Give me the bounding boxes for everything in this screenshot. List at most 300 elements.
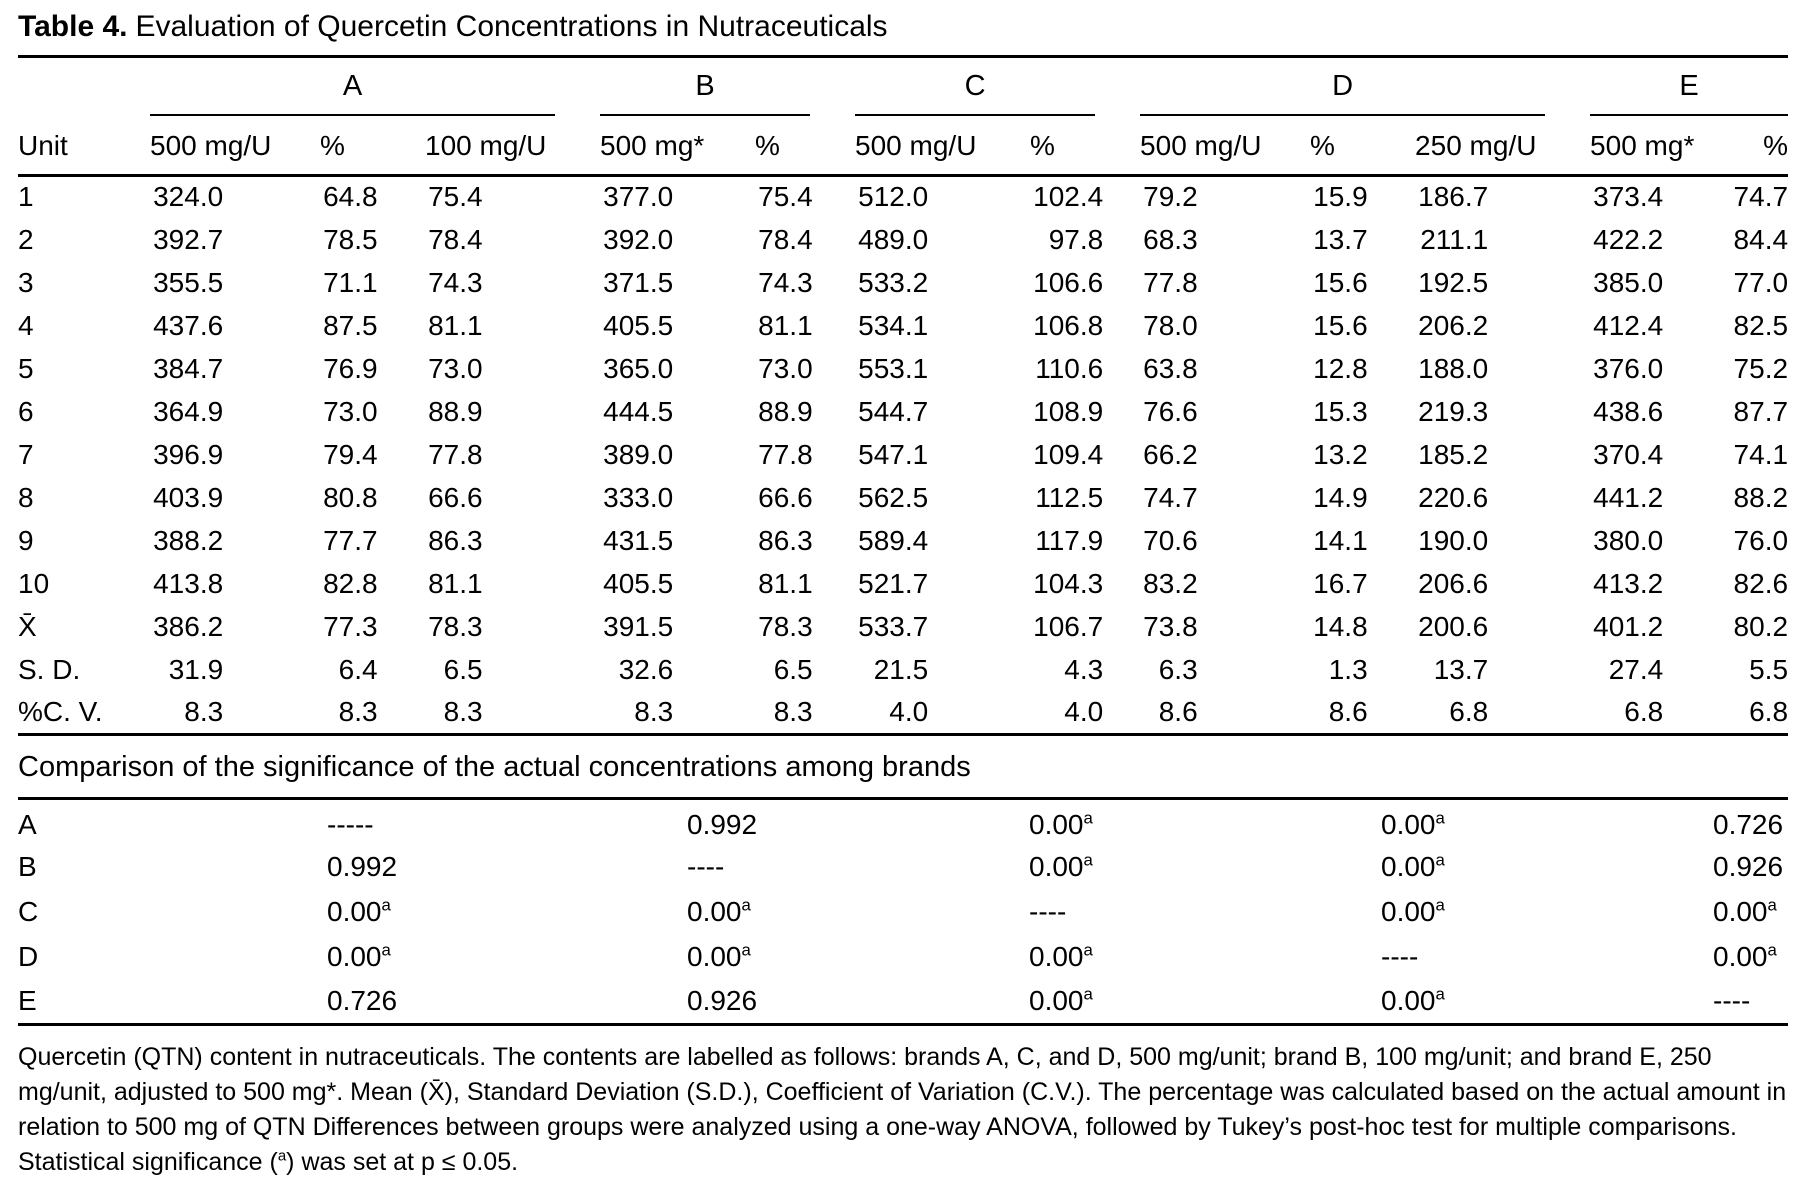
data-value: 75.2 <box>1733 352 1789 384</box>
data-cell <box>150 347 320 390</box>
data-cell <box>600 390 755 433</box>
data-value: 79.2 <box>1143 181 1198 213</box>
data-cell <box>1590 261 1713 304</box>
data-cell <box>1140 261 1310 304</box>
table-row <box>18 218 1788 261</box>
data-value: 66.2 <box>1143 438 1198 470</box>
row-label: 10 <box>18 567 50 599</box>
data-value: 391.5 <box>603 610 674 642</box>
comparison-cell: ---- <box>1381 941 1419 972</box>
comparison-row-label: B <box>18 851 37 882</box>
brand-group-header-B <box>600 58 855 116</box>
data-value: 76.6 <box>1143 395 1198 427</box>
table-row <box>18 691 1788 734</box>
data-cell <box>755 605 855 648</box>
data-value: 81.1 <box>428 567 483 599</box>
data-value: 78.4 <box>428 223 483 255</box>
data-cell <box>1310 562 1415 605</box>
data-cell <box>1310 390 1415 433</box>
data-cell <box>425 519 600 562</box>
data-cell <box>320 562 425 605</box>
row-label: X̄ <box>18 610 37 642</box>
data-value: 211.1 <box>1420 223 1489 255</box>
data-cell <box>1140 562 1310 605</box>
data-cell <box>1140 433 1310 476</box>
comparison-cell: ----- <box>327 809 374 840</box>
table-title <box>18 8 1788 58</box>
data-cell <box>1713 261 1788 304</box>
data-cell <box>855 648 1030 691</box>
data-cell <box>1415 562 1590 605</box>
brand-group-header-D <box>1140 58 1590 116</box>
data-value: 82.8 <box>323 567 378 599</box>
data-value: 8.3 <box>773 695 813 727</box>
data-cell <box>1590 175 1713 218</box>
data-cell <box>855 347 1030 390</box>
data-cell <box>320 261 425 304</box>
comparison-cell: 0.00$^a$ <box>687 940 751 972</box>
data-cell <box>1590 562 1713 605</box>
brand-group-header-E <box>1590 58 1788 116</box>
data-value: 412.4 <box>1593 309 1664 341</box>
data-cell <box>425 175 600 218</box>
table-row <box>18 304 1788 347</box>
data-cell <box>150 390 320 433</box>
comparison-cell: 0.726 <box>327 985 398 1017</box>
data-value: 97.8 <box>1048 223 1104 255</box>
data-cell <box>425 476 600 519</box>
data-cell <box>1590 433 1713 476</box>
data-cell <box>1310 218 1415 261</box>
data-value: 8.3 <box>184 695 224 727</box>
comparison-row-label: D <box>18 941 39 972</box>
concentration-table <box>18 58 1788 736</box>
data-value: 333.0 <box>603 481 674 513</box>
data-value: 73.8 <box>1143 610 1198 642</box>
column-header: 100 mg/U <box>425 116 600 176</box>
data-cell <box>755 175 855 218</box>
data-cell <box>755 261 855 304</box>
data-value: 6.8 <box>1449 695 1489 727</box>
data-value: 112.5 <box>1035 481 1104 513</box>
data-cell <box>150 304 320 347</box>
data-value: 76.9 <box>323 352 378 384</box>
data-cell <box>150 433 320 476</box>
data-value: 422.2 <box>1593 223 1664 255</box>
data-value: 206.6 <box>1418 567 1489 599</box>
data-cell <box>150 519 320 562</box>
data-value: 380.0 <box>1593 524 1664 556</box>
data-cell <box>1590 390 1713 433</box>
data-value: 386.2 <box>153 610 224 642</box>
comparison-cell: 0.00$^a$ <box>1381 808 1445 840</box>
data-cell <box>1713 519 1788 562</box>
row-label: %C. V. <box>18 695 103 727</box>
data-cell <box>1310 261 1415 304</box>
data-value: 431.5 <box>603 524 674 556</box>
brand-group-row <box>18 58 1788 116</box>
data-value: 384.7 <box>153 352 224 384</box>
row-label: S. D. <box>18 653 81 685</box>
comparison-cell: 0.00$^a$ <box>1029 850 1093 882</box>
data-value: 78.5 <box>323 223 378 255</box>
data-value: 365.0 <box>603 352 674 384</box>
data-value: 86.3 <box>758 524 813 556</box>
data-cell <box>755 476 855 519</box>
data-cell <box>1590 304 1713 347</box>
data-value: 5.5 <box>1749 653 1789 685</box>
data-value: 64.8 <box>323 181 378 213</box>
column-header-row <box>18 116 1788 176</box>
table-row <box>18 476 1788 519</box>
data-cell <box>1030 476 1140 519</box>
data-value: 82.6 <box>1733 567 1789 599</box>
data-cell <box>320 175 425 218</box>
data-value: 396.9 <box>153 438 224 470</box>
data-cell <box>1590 347 1713 390</box>
data-cell <box>150 691 320 734</box>
data-value: 74.7 <box>1733 181 1789 213</box>
data-value: 78.0 <box>1143 309 1198 341</box>
data-value: 219.3 <box>1418 395 1489 427</box>
column-header: 500 mg* <box>1590 116 1713 176</box>
data-value: 88.9 <box>758 395 813 427</box>
table-row <box>18 390 1788 433</box>
data-value: 13.7 <box>1313 223 1368 255</box>
data-cell <box>320 218 425 261</box>
data-value: 75.4 <box>758 181 813 213</box>
comparison-cell: 0.00$^a$ <box>327 940 391 972</box>
data-cell <box>855 605 1030 648</box>
data-value: 188.0 <box>1418 352 1489 384</box>
data-cell <box>600 261 755 304</box>
data-value: 82.5 <box>1733 309 1789 341</box>
row-label: 5 <box>18 352 34 384</box>
data-value: 66.6 <box>428 481 483 513</box>
comparison-cell: 0.926 <box>1713 851 1784 882</box>
data-cell <box>1415 304 1590 347</box>
column-header: 500 mg/U <box>1140 116 1310 176</box>
brand-group-header-A <box>150 58 600 116</box>
data-value: 75.4 <box>428 181 483 213</box>
table-footnote: Quercetin (QTN) content in nutraceuticals. The contents are labelled as follows: brands A, C, and D, 500 mg/unit; brand B, 100 mg/unit; and brand E, 250 mg/unit, adjusted to 500 mg*. Mean (X̄), Standard Deviation (S.D.), Coefficient of Variation (C.V.). The percentage was calculated based on the actual amount in relation to 500 mg of QTN Differences between groups were analyzed using a one-way ANOVA, followed by Tukey’s post-hoc test for multiple comparisons. Statistical significance ($^a$) was set at p ≤ 0.05. <box>18 1043 1787 1176</box>
data-value: 77.3 <box>323 610 378 642</box>
data-value: 401.2 <box>1593 610 1664 642</box>
comparison-row <box>18 935 1788 980</box>
data-cell <box>1310 304 1415 347</box>
comparison-cell: 0.00$^a$ <box>1381 984 1445 1017</box>
data-value: 63.8 <box>1143 352 1198 384</box>
data-value: 80.8 <box>323 481 378 513</box>
data-value: 364.9 <box>153 395 224 427</box>
data-value: 73.0 <box>428 352 483 384</box>
comparison-cell: 0.00$^a$ <box>1029 940 1093 972</box>
data-value: 376.0 <box>1593 352 1664 384</box>
significance-superscript: a <box>1767 895 1777 915</box>
data-cell <box>425 347 600 390</box>
data-value: 185.2 <box>1418 438 1489 470</box>
row-label: 3 <box>18 266 34 298</box>
data-cell <box>1030 261 1140 304</box>
data-value: 589.4 <box>858 524 929 556</box>
data-cell <box>425 691 600 734</box>
data-value: 73.0 <box>323 395 378 427</box>
table-row <box>18 562 1788 605</box>
column-header: % <box>1713 116 1788 176</box>
column-header: 500 mg* <box>600 116 755 176</box>
data-value: 78.4 <box>758 223 813 255</box>
comparison-cell: 0.992 <box>327 851 398 882</box>
data-value: 117.9 <box>1035 524 1104 556</box>
data-cell <box>1713 175 1788 218</box>
data-value: 68.3 <box>1143 223 1198 255</box>
data-cell <box>600 648 755 691</box>
data-cell <box>1140 605 1310 648</box>
data-cell <box>1713 304 1788 347</box>
data-cell <box>855 261 1030 304</box>
data-cell <box>1030 175 1140 218</box>
data-cell <box>855 476 1030 519</box>
data-cell <box>150 476 320 519</box>
data-cell <box>855 691 1030 734</box>
data-cell <box>1030 519 1140 562</box>
data-cell <box>1030 691 1140 734</box>
significance-superscript: a <box>1083 850 1093 870</box>
brand-group-label: E <box>1590 70 1788 116</box>
data-value: 553.1 <box>858 352 929 384</box>
data-cell <box>1140 519 1310 562</box>
data-value: 8.6 <box>1158 695 1198 727</box>
comparison-cell: 0.726 <box>1713 809 1784 840</box>
data-value: 14.8 <box>1313 610 1368 642</box>
data-value: 186.7 <box>1418 181 1489 213</box>
data-value: 74.3 <box>428 266 483 298</box>
data-value: 106.6 <box>1033 266 1104 298</box>
data-value: 4.0 <box>889 695 929 727</box>
data-value: 6.3 <box>1158 653 1198 685</box>
significance-superscript: a <box>1435 808 1445 828</box>
data-value: 106.8 <box>1033 309 1104 341</box>
data-value: 533.7 <box>858 610 929 642</box>
data-cell <box>1590 648 1713 691</box>
data-value: 78.3 <box>758 610 813 642</box>
comparison-cell: 0.00$^a$ <box>1029 808 1093 840</box>
data-cell <box>755 347 855 390</box>
data-cell <box>1713 390 1788 433</box>
brand-group-header-C <box>855 58 1140 116</box>
data-value: 388.2 <box>153 524 224 556</box>
data-value: 373.4 <box>1593 181 1664 213</box>
data-value: 405.5 <box>603 567 674 599</box>
data-value: 370.4 <box>1593 438 1664 470</box>
data-value: 81.1 <box>758 309 813 341</box>
table-row <box>18 648 1788 691</box>
data-value: 413.2 <box>1593 567 1664 599</box>
data-value: 73.0 <box>758 352 813 384</box>
table-row <box>18 519 1788 562</box>
data-value: 521.7 <box>858 567 929 599</box>
data-cell <box>1030 562 1140 605</box>
data-value: 83.2 <box>1143 567 1198 599</box>
data-value: 108.9 <box>1033 395 1104 427</box>
data-cell <box>320 519 425 562</box>
row-label: 8 <box>18 481 34 513</box>
row-label: 6 <box>18 395 34 427</box>
data-value: 12.8 <box>1313 352 1368 384</box>
data-value: 104.3 <box>1033 567 1104 599</box>
column-header: % <box>755 116 855 176</box>
data-cell <box>600 605 755 648</box>
data-cell <box>1140 218 1310 261</box>
data-cell <box>600 691 755 734</box>
data-value: 77.0 <box>1733 266 1789 298</box>
data-cell <box>425 433 600 476</box>
data-value: 6.4 <box>338 653 378 685</box>
data-value: 106.7 <box>1033 610 1104 642</box>
data-cell <box>600 304 755 347</box>
data-value: 87.5 <box>323 309 378 341</box>
comparison-cell: 0.00$^a$ <box>1713 940 1777 972</box>
data-value: 77.8 <box>428 438 483 470</box>
data-cell <box>150 261 320 304</box>
row-label: 9 <box>18 524 34 556</box>
data-cell <box>1415 390 1590 433</box>
data-value: 13.7 <box>1433 653 1489 685</box>
data-cell <box>1713 433 1788 476</box>
data-value: 8.3 <box>634 695 674 727</box>
comparison-cell: 0.00$^a$ <box>1713 895 1777 927</box>
brand-group-label: D <box>1140 70 1545 116</box>
data-value: 6.8 <box>1749 695 1789 727</box>
data-cell <box>1310 175 1415 218</box>
data-value: 88.9 <box>428 395 483 427</box>
data-value: 355.5 <box>153 266 224 298</box>
data-cell <box>1590 605 1713 648</box>
data-cell <box>320 605 425 648</box>
data-cell <box>855 562 1030 605</box>
significance-superscript: a <box>1435 850 1445 870</box>
data-cell <box>1140 691 1310 734</box>
data-value: 70.6 <box>1143 524 1198 556</box>
data-cell <box>1713 648 1788 691</box>
comparison-cell: ---- <box>687 851 725 882</box>
data-cell <box>755 648 855 691</box>
data-cell <box>1310 648 1415 691</box>
data-value: 547.1 <box>858 438 929 470</box>
data-value: 405.5 <box>603 309 674 341</box>
data-value: 79.4 <box>323 438 378 470</box>
significance-superscript: a <box>741 895 751 915</box>
data-cell <box>425 562 600 605</box>
table-row <box>18 175 1788 218</box>
data-value: 392.7 <box>153 223 224 255</box>
brand-group-label: C <box>855 70 1095 116</box>
data-value: 86.3 <box>428 524 483 556</box>
data-cell <box>425 648 600 691</box>
data-cell <box>150 605 320 648</box>
data-cell <box>1415 691 1590 734</box>
significance-superscript: a <box>1083 940 1093 960</box>
data-value: 81.1 <box>758 567 813 599</box>
significance-superscript: a <box>1435 984 1445 1004</box>
significance-superscript: a <box>1767 940 1777 960</box>
data-value: 206.2 <box>1418 309 1489 341</box>
comparison-cell: 0.992 <box>687 809 758 840</box>
data-value: 71.1 <box>323 266 378 298</box>
data-cell <box>1415 261 1590 304</box>
data-value: 77.7 <box>323 524 378 556</box>
data-value: 192.5 <box>1418 266 1489 298</box>
comparison-row <box>18 980 1788 1025</box>
comparison-cell: 0.926 <box>687 985 758 1017</box>
data-value: 88.2 <box>1733 481 1789 513</box>
data-cell <box>1713 476 1788 519</box>
comparison-cell: 0.00$^a$ <box>1381 850 1445 882</box>
data-value: 31.9 <box>168 653 224 685</box>
comparison-table <box>18 800 1788 1027</box>
data-cell <box>150 175 320 218</box>
data-cell <box>600 218 755 261</box>
table-row <box>18 433 1788 476</box>
significance-superscript: a <box>1435 895 1445 915</box>
data-cell <box>1140 476 1310 519</box>
comparison-section-title: Comparison of the significance of the actual concentrations among brands <box>18 736 1788 800</box>
comparison-cell: 0.00$^a$ <box>687 895 751 927</box>
data-value: 15.9 <box>1313 181 1368 213</box>
data-cell <box>1310 433 1415 476</box>
data-value: 438.6 <box>1593 395 1664 427</box>
data-cell <box>855 433 1030 476</box>
significance-superscript: a <box>381 940 391 960</box>
data-value: 77.8 <box>758 438 813 470</box>
data-cell <box>1030 218 1140 261</box>
data-cell <box>1415 519 1590 562</box>
comparison-cell: 0.00$^a$ <box>1029 984 1093 1017</box>
data-cell <box>1310 476 1415 519</box>
data-value: 74.1 <box>1733 438 1789 470</box>
data-cell <box>1140 648 1310 691</box>
data-value: 544.7 <box>858 395 929 427</box>
data-cell <box>1415 605 1590 648</box>
data-value: 77.8 <box>1143 266 1198 298</box>
data-cell <box>1590 691 1713 734</box>
comparison-row <box>18 845 1788 890</box>
column-header: % <box>1310 116 1415 176</box>
data-value: 27.4 <box>1608 653 1664 685</box>
table-caption: Evaluation of Quercetin Concentrations in Nutraceuticals <box>135 10 888 43</box>
data-cell <box>150 562 320 605</box>
data-value: 74.7 <box>1143 481 1198 513</box>
data-value: 441.2 <box>1593 481 1664 513</box>
data-cell <box>755 433 855 476</box>
row-label: 4 <box>18 309 34 341</box>
data-cell <box>1415 476 1590 519</box>
data-value: 8.6 <box>1328 695 1368 727</box>
data-cell <box>1590 519 1713 562</box>
data-cell <box>600 347 755 390</box>
comparison-row <box>18 800 1788 845</box>
data-value: 324.0 <box>153 181 224 213</box>
column-header: 250 mg/U <box>1415 116 1590 176</box>
data-value: 32.6 <box>618 653 674 685</box>
data-cell <box>600 519 755 562</box>
data-cell <box>425 605 600 648</box>
data-cell <box>1590 476 1713 519</box>
data-value: 8.3 <box>338 695 378 727</box>
data-value: 6.5 <box>443 653 483 685</box>
data-cell <box>1310 691 1415 734</box>
data-cell <box>1590 218 1713 261</box>
